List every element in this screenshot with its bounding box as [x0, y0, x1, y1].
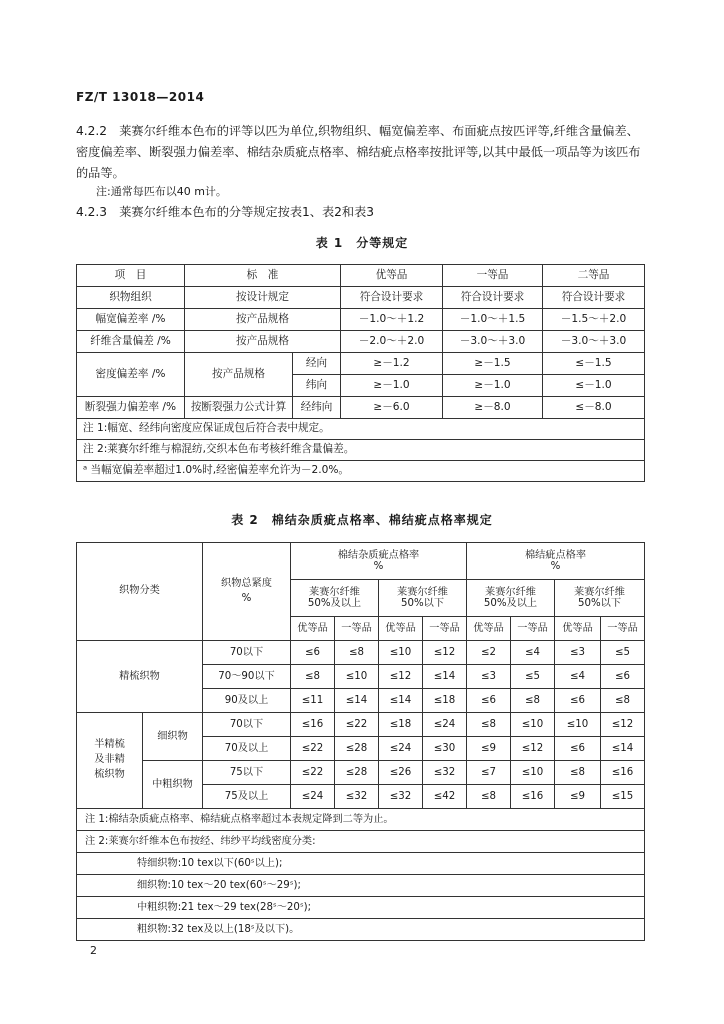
cell-value: ≥－8.0	[443, 397, 543, 419]
header-lyocell-high: 莱赛尔纤维 50%及以上	[467, 580, 555, 617]
table-note-row	[77, 461, 645, 482]
cell-value: ≤30	[423, 737, 467, 761]
header-neps-impurity-rate: 棉结杂质疵点格率 %	[291, 543, 467, 580]
cell-value: ≤3	[467, 665, 511, 689]
cell-value: ≤3	[555, 641, 601, 665]
row-standard: 按断裂强力公式计算	[185, 397, 293, 419]
header-grade: 优等品	[379, 617, 423, 641]
cell-value: ≤11	[291, 689, 335, 713]
table-note: 注 1:棉结杂质疵点格率、棉结疵点格率超过本表规定降到二等为止。	[77, 809, 645, 831]
cell-value: ≤－1.5	[543, 353, 645, 375]
cell-value: －1.0～＋1.2	[341, 309, 443, 331]
table-note-item: 粗织物:32 tex及以上(18ˢ及以下)。	[77, 919, 645, 941]
neps-table	[76, 542, 645, 941]
header-lyocell-low: 莱赛尔纤维 50%以下	[379, 580, 467, 617]
cell-value: ≤12	[511, 737, 555, 761]
cell-value: ≤10	[555, 713, 601, 737]
row-standard: 按设计规定	[185, 287, 341, 309]
row-tightness: 70以下	[203, 641, 291, 665]
cell-value: ≤22	[291, 737, 335, 761]
cell-value: ≤7	[467, 761, 511, 785]
cell-value: 符合设计要求	[341, 287, 443, 309]
row-standard: 按产品规格	[185, 331, 341, 353]
table-row	[77, 713, 645, 737]
header-grade-superior: 优等品	[341, 265, 443, 287]
cell-value: ≤12	[601, 713, 645, 737]
table-row	[77, 287, 645, 309]
table-header-row	[77, 265, 645, 287]
cell-value: ≤22	[291, 761, 335, 785]
cell-value: ≤8	[335, 641, 379, 665]
cell-value: ≤24	[291, 785, 335, 809]
table-row	[77, 331, 645, 353]
cell-value: ≤8	[467, 713, 511, 737]
header-neps-rate: 棉结疵点格率 %	[467, 543, 645, 580]
subcategory-medium-coarse: 中粗织物	[143, 761, 203, 809]
cell-value: 符合设计要求	[543, 287, 645, 309]
table-row	[77, 353, 645, 375]
category-semi-combed: 半精梳 及非精 梳织物	[77, 713, 143, 809]
cell-value: ≤14	[335, 689, 379, 713]
cell-value: －3.0～＋3.0	[443, 331, 543, 353]
table-row	[77, 309, 645, 331]
header-grade: 优等品	[291, 617, 335, 641]
row-tightness: 70及以上	[203, 737, 291, 761]
cell-value: ≤4	[555, 665, 601, 689]
clause-4-2-2: 4.2.2 莱赛尔纤维本色布的评等以匹为单位,织物组织、幅宽偏差率、布面疵点按匹评等,纤维含量偏差、密度偏差率、断裂强力偏差率、棉结杂质疵点格率、棉结疵点格率按批评等,以其中最低一项品等为该匹布的品等。	[76, 124, 641, 180]
cell-value: －3.0～＋3.0	[543, 331, 645, 353]
header-grade: 优等品	[467, 617, 511, 641]
cell-value: ≤22	[335, 713, 379, 737]
row-tightness: 75以下	[203, 761, 291, 785]
table-row	[77, 641, 645, 665]
table-note-row	[77, 853, 645, 875]
header-grade: 优等品	[555, 617, 601, 641]
row-item: 密度偏差率 /%	[77, 353, 185, 397]
cell-value: ≤16	[601, 761, 645, 785]
table-row	[77, 397, 645, 419]
table-footnote: ᵃ 当幅宽偏差率超过1.0%时,经密偏差率允许为－2.0%。	[77, 461, 645, 482]
cell-value: ≤10	[379, 641, 423, 665]
cell-value: ≤8	[601, 689, 645, 713]
cell-value: 符合设计要求	[443, 287, 543, 309]
cell-value: －1.0～＋1.5	[443, 309, 543, 331]
cell-value: ≤8	[291, 665, 335, 689]
header-lyocell-high: 莱赛尔纤维 50%及以上	[291, 580, 379, 617]
page-number: 2	[90, 944, 97, 957]
row-standard: 按产品规格	[185, 309, 341, 331]
table-note-row	[77, 875, 645, 897]
clause-note: 注:通常每匹布以40 m计。	[96, 185, 227, 198]
header-grade: 一等品	[335, 617, 379, 641]
cell-value: ≤16	[291, 713, 335, 737]
cell-value: ≤32	[335, 785, 379, 809]
row-tightness: 70～90以下	[203, 665, 291, 689]
cell-value: ≤－8.0	[543, 397, 645, 419]
row-tightness: 90及以上	[203, 689, 291, 713]
cell-value: ≤28	[335, 737, 379, 761]
row-item: 纤维含量偏差 /%	[77, 331, 185, 353]
header-grade-first: 一等品	[443, 265, 543, 287]
row-tightness: 70以下	[203, 713, 291, 737]
table-note-row	[77, 897, 645, 919]
cell-value: ≤2	[467, 641, 511, 665]
cell-value: ≤6	[555, 689, 601, 713]
table-note-item: 细织物:10 tex～20 tex(60ˢ～29ˢ);	[77, 875, 645, 897]
cell-value: －2.0～＋2.0	[341, 331, 443, 353]
table-row	[77, 761, 645, 785]
table-note-row	[77, 440, 645, 461]
cell-value: ≤26	[379, 761, 423, 785]
table-note: 注 2:莱赛尔纤维与棉混纺,交织本色布考核纤维含量偏差。	[77, 440, 645, 461]
cell-value: ≤16	[511, 785, 555, 809]
cell-value: ≥－6.0	[341, 397, 443, 419]
row-direction: 经向	[293, 353, 341, 375]
header-item: 项 目	[77, 265, 185, 287]
header-grade: 一等品	[423, 617, 467, 641]
header-lyocell-low: 莱赛尔纤维 50%以下	[555, 580, 645, 617]
cell-value: ≥－1.0	[443, 375, 543, 397]
row-direction: 经纬向	[293, 397, 341, 419]
header-fabric-class: 织物分类	[77, 543, 203, 641]
cell-value: ≤6	[555, 737, 601, 761]
table-note-row	[77, 809, 645, 831]
cell-value: ≤8	[467, 785, 511, 809]
header-total-tightness: 织物总紧度 %	[203, 543, 291, 641]
cell-value: ≤9	[555, 785, 601, 809]
cell-value: ≤5	[601, 641, 645, 665]
cell-value: ≤28	[335, 761, 379, 785]
row-item: 织物组织	[77, 287, 185, 309]
cell-value: －1.5～＋2.0	[543, 309, 645, 331]
cell-value: ≤－1.0	[543, 375, 645, 397]
subcategory-fine: 细织物	[143, 713, 203, 761]
cell-value: ≤14	[601, 737, 645, 761]
table-note-row	[77, 919, 645, 941]
row-standard: 按产品规格	[185, 353, 293, 397]
cell-value: ≤10	[511, 713, 555, 737]
cell-value: ≤24	[423, 713, 467, 737]
table-header-row	[77, 543, 645, 580]
cell-value: ≤8	[555, 761, 601, 785]
table-note-row	[77, 831, 645, 853]
grading-table	[76, 264, 645, 482]
cell-value: ≤10	[511, 761, 555, 785]
cell-value: ≤6	[291, 641, 335, 665]
cell-value: ≤6	[601, 665, 645, 689]
table1-caption: 表 1 分等规定	[315, 236, 409, 250]
header-grade-second: 二等品	[543, 265, 645, 287]
cell-value: ≥－1.0	[341, 375, 443, 397]
cell-value: ≥－1.2	[341, 353, 443, 375]
row-item: 幅宽偏差率 /%	[77, 309, 185, 331]
cell-value: ≤18	[379, 713, 423, 737]
cell-value: ≤9	[467, 737, 511, 761]
cell-value: ≤32	[379, 785, 423, 809]
cell-value: ≤10	[335, 665, 379, 689]
cell-value: ≥－1.5	[443, 353, 543, 375]
table2-caption: 表 2 棉结杂质疵点格率、棉结疵点格率规定	[231, 513, 493, 527]
cell-value: ≤14	[379, 689, 423, 713]
cell-value: ≤18	[423, 689, 467, 713]
row-direction: 纬向	[293, 375, 341, 397]
cell-value: ≤4	[511, 641, 555, 665]
cell-value: ≤24	[379, 737, 423, 761]
header-grade: 一等品	[601, 617, 645, 641]
cell-value: ≤8	[511, 689, 555, 713]
category-combed: 精梳织物	[77, 641, 203, 713]
table-note: 注 2:莱赛尔纤维本色布按经、纬纱平均线密度分类:	[77, 831, 645, 853]
cell-value: ≤42	[423, 785, 467, 809]
header-grade: 一等品	[511, 617, 555, 641]
clause-4-2-3: 4.2.3 莱赛尔纤维本色布的分等规定按表1、表2和表3	[76, 205, 375, 219]
row-tightness: 75及以上	[203, 785, 291, 809]
table-note-item: 特细织物:10 tex以下(60ˢ以上);	[77, 853, 645, 875]
cell-value: ≤32	[423, 761, 467, 785]
header-standard: 标 准	[185, 265, 341, 287]
cell-value: ≤6	[467, 689, 511, 713]
standard-number: FZ/T 13018—2014	[76, 90, 205, 104]
cell-value: ≤12	[423, 641, 467, 665]
table-note-row	[77, 419, 645, 440]
table-note-item: 中粗织物:21 tex～29 tex(28ˢ～20ˢ);	[77, 897, 645, 919]
cell-value: ≤5	[511, 665, 555, 689]
cell-value: ≤14	[423, 665, 467, 689]
cell-value: ≤15	[601, 785, 645, 809]
row-item: 断裂强力偏差率 /%	[77, 397, 185, 419]
cell-value: ≤12	[379, 665, 423, 689]
table-note: 注 1:幅宽、经纬向密度应保证成包后符合表中规定。	[77, 419, 645, 440]
